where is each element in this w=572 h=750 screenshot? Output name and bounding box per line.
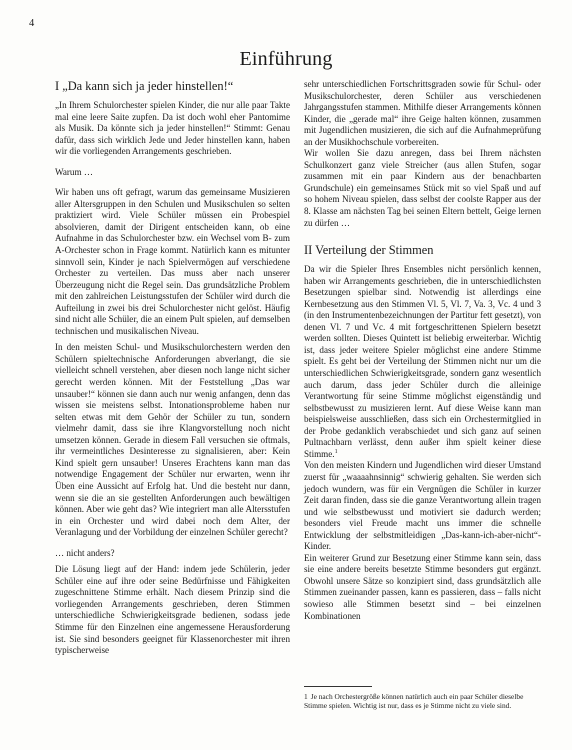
nicht-anders-label: … nicht anders? xyxy=(55,547,115,558)
intro-paragraph: „In Ihrem Schulorchester spielen Kinder, die nur alle paar Takte mal eine leere Saite zupfen. Da ist doch wohl eher Pantomime als Musik. Da könnte sich ja jeder hinstellen!“ Stimmt: Genau dafür, dass sich wirklich Jede und Jeder hinstellen kann, haben wir die vorliegenden Arrangements geschrieben. xyxy=(55,100,290,157)
paragraph-invitation: Wir wollen Sie dazu anregen, dass bei Ihrem nächsten Schulkonzert ganz viele Streicher (aus allen Stufen, sogar zusammen mit ein paar Kindern aus der benachbarten Grundschule) ein gemeinsames Stück mit so viel Spaß und auf so hohem Niveau spielen, dass selbst der coolste Rapper aus der 8. Klasse am nächsten Tag bei seinen Eltern bettelt, Geige lernen zu dürfen … xyxy=(304,148,541,228)
distribution-text: Da wir die Spieler Ihres Ensembles nicht persönlich kennen, haben wir Arrangements geschrieben, die in unterschiedlichsten Besetzungen spielbar sind. Notwendig ist allerdings eine Kernbesetzung aus den Stimmen Vl. 5, Vl. 7, Va. 3, Vc. 4 und 3 (in den Instrumentenbezeichnungen der Partitur fett gesetzt), von denen Vl. 7 und Vc. 4 mit fortgeschrittenen Spielern besetzt werden sollten. Dieses Quintett ist beliebig erweiterbar. Wichtig ist, dass jeder weitere Spieler möglichst eine andere Stimme spielt. Es geht bei der Verteilung der Stimmen nicht nur um die unterschiedlichen Schwierigkeitsgrade, sondern ganz wesentlich auch darum, dass jeder Schüler durch die alleinige Verantwortung für seine Stimme möglichst eigenständig und selbstbewusst zu musizieren lernt. Auf diese Weise kann man beispielsweise ausschließen, dass sich ein Orchestermitglied in der Probe gedanklich verabschiedet und sich ganz auf seinen Pultnachbarn verlässt, denn außer ihm spielt keiner diese Stimme. xyxy=(304,264,541,459)
section-heading-1: I „Da kann sich ja jeder hinstellen!“ xyxy=(55,79,234,93)
paragraph-probespiel: Wir haben uns oft gefragt, warum das gemeinsame Musizieren aller Altersgruppen in den Schulen und Musikschulen so selten praktiziert wird. Viele Schüler müssen ein Probespiel absolvieren, damit der Dirigent entscheiden kann, ob eine Aufnahme in das Schulorchester bzw. ein Wechsel vom B- zum A-Orchester schon in Frage kommt. Natürlich kann es mitunter sinnvoll sein, Kinder je nach Spielvermögen auf verschiedene Orchester zu verteilen. Das muss aber nach unserer Überzeugung nicht die Regel sein. Das grundsätzliche Problem mit den zahlreichen Leistungsstufen der Schüler wird durch die Aufteilung in zwei bis drei Schulorchester nicht gelöst. Häufig sind nicht alle Schüler, die an einem Pult spielen, auf demselben technischen und musikalischen Niveau. xyxy=(55,187,290,336)
paragraph-reason: Ein weiterer Grund zur Besetzung einer Stimme kann sein, dass sie eine andere bereits besetzte Stimme besonders gut ergänzt. Obwohl unsere Sätze so konzipiert sind, dass grundsätzlich alle Stimmen zueinander passen, kann es passieren, dass – falls nicht sowieso alle Stimmen besetzt sind – bei einzelnen Kombinationen xyxy=(304,552,541,621)
paragraph-fear: Von den meisten Kindern und Jugendlichen wird dieser Umstand zuerst für „waaaahnsinnig“ schwierig gehalten. Sie werden sich jedoch wundern, was für ein Vergnügen die Schüler in kurzer Zeit daran finden, dass sie die ganze Verantwortung allein tragen und wie selbstbewusst und motiviert sie dadurch werden; besonders viel Freude macht uns immer die schnelle Entwicklung der selbstmitleidigen „Das-kann-ich-aber-nicht“-Kinder. xyxy=(304,460,541,552)
footnote-reference: 1 xyxy=(334,448,338,455)
footnote-text: Je nach Orchestergröße können natürlich auch ein paar Schüler dieselbe Stimme spielen. Wichtig ist nur, dass es je Stimme nicht zu viele sind. xyxy=(304,692,524,711)
paragraph-anforderungen: In den meisten Schul- und Musikschulorchestern werden den Schülern spieltechnische Anforderungen abverlangt, die sie vielleicht schnell verstehen, aber diesen noch lange nicht sicher gerecht werden können. Mit der Feststellung „Das war unsauber!“ können sie dann auch nur wenig anfangen, denn das wissen sie meistens selbst. Intonationsprobleme haben nur selten etwas mit dem Gehör der Schüler zu tun, sondern vielmehr damit, dass sie ihre Klangvorstellung noch nicht umsetzen können. Gerade in diesem Fall versuchen sie oftmals, ihr vermeintliches Desinteresse zu signalisieren, aber: Kein Kind spielt gern unsauber! Unseres Erachtens kann man das notwendige Engagement der Schüler nur erwarten, wenn ihr Üben eine Aussicht auf Erfolg hat. Und die besteht nur dann, wenn sie die an sie gestellten Anforderungen auch bewältigen können. Aber wie geht das? Wie integriert man alle Altersstufen in ein Orchester und wird dabei noch dem Alter, der Veranlagung und der Vorbildung der einzelnen Schüler gerecht? xyxy=(55,342,290,538)
page-title: Einführung xyxy=(239,48,333,70)
footnote-number: 1 xyxy=(304,692,308,701)
warum-label: Warum … xyxy=(55,166,93,177)
right-column xyxy=(304,79,541,622)
footnote xyxy=(304,692,539,711)
paragraph-distribution xyxy=(304,264,541,460)
page-number: 4 xyxy=(29,18,35,29)
paragraph-loesung: Die Lösung liegt auf der Hand: indem jede Schülerin, jeder Schüler eine auf ihre oder seine Bedürfnisse und Fähigkeiten zugeschnittene Stimme erhält. Nach diesem Prinzip sind die vorliegenden Arrangements geschrieben, deren Stimmen unterschiedliche Schwierigkeitsgrade bedienen, sodass jede Stimme für den Einzelnen eine angemessene Herausforderung ist. Sie sind besonders geeignet für Klassenorchester mit ihren typischerweise xyxy=(55,564,290,656)
footnote-divider xyxy=(304,686,372,687)
paragraph-continuation: sehr unterschiedlichen Fortschrittsgraden sowie für Schul- oder Musikschulorchester, deren Schüler aus verschiedenen Jahrgangsstufen stammen. Mithilfe dieser Arrangements können Kinder, die „gerade mal“ ihre Geige halten können, zusammen mit Jugendlichen musizieren, die sich auf die Aufnahmeprüfung an der Musikhochschule vorbereiten. xyxy=(304,79,541,147)
left-column xyxy=(55,79,290,657)
section-heading-2: II Verteilung der Stimmen xyxy=(304,243,434,258)
